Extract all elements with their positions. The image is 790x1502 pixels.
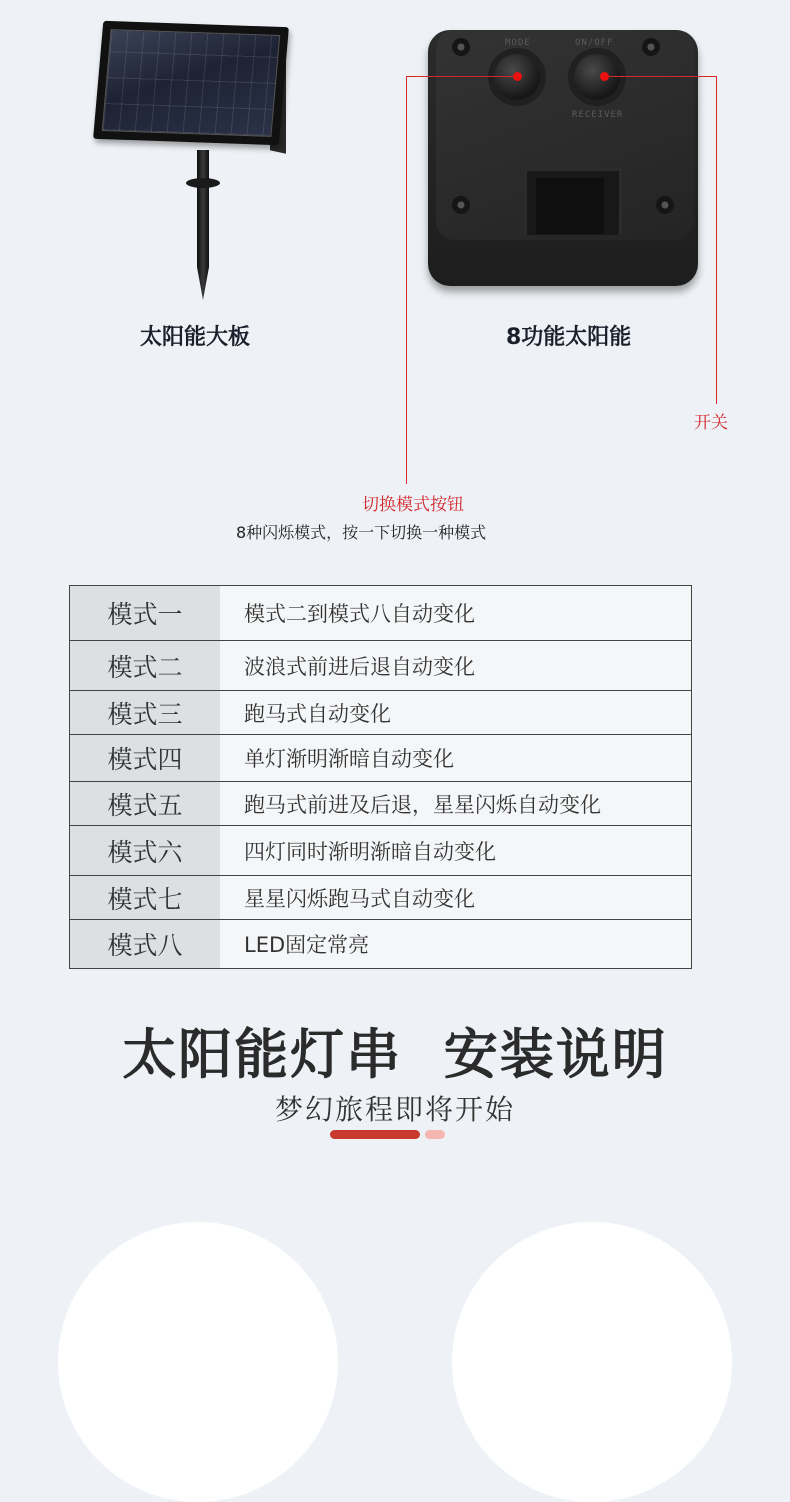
table-row [70,735,692,782]
cable-port-inner [536,178,604,234]
mode-table [69,585,692,969]
mode-callout-h [406,76,518,77]
accent-bar [330,1130,420,1139]
table-row [70,920,692,969]
mode-name: 模式七 [70,876,221,920]
power-button [574,54,620,100]
mode-marker-dot [513,72,522,81]
section-subtitle: 梦幻旅程即将开始 [274,1093,515,1126]
mode-name: 模式五 [70,782,221,826]
power-button-print: ON/OFF [575,38,614,48]
stake-collar [186,178,220,188]
switch-marker-dot [600,72,609,81]
switch-label: 开关 [694,413,728,433]
mode-button-label: 切换模式按钮 [362,495,464,515]
receiver-print: RECEIVER [572,110,624,120]
table-row [70,826,692,876]
section-title: 太阳能灯串 安装说明 [122,1023,668,1086]
screw-icon [656,196,674,214]
switch-callout-v [716,76,717,404]
table-row [70,876,692,920]
mode-desc: 四灯同时渐明渐暗自动变化 [220,826,692,876]
solar-panel-image [93,21,289,145]
mode-name: 模式三 [70,691,221,735]
mode-button-description: 8种闪烁模式，按一下切换一种模式 [236,523,487,542]
mode-name: 模式八 [70,920,221,969]
mode-name: 模式二 [70,641,221,691]
screw-icon [642,38,660,56]
table-row [70,691,692,735]
solar-panel-caption: 太阳能大板 [140,325,251,350]
mode-desc: 模式二到模式八自动变化 [220,586,692,641]
mode-name: 模式六 [70,826,221,876]
image-circle-left [58,1222,338,1502]
accent-bar-small [425,1130,445,1139]
mode-desc: 星星闪烁跑马式自动变化 [220,876,692,920]
mode-callout-v [406,76,407,484]
mode-button-print: MODE [505,38,531,48]
ground-stake [197,150,209,300]
screw-icon [452,196,470,214]
mode-name: 模式一 [70,586,221,641]
mode-desc: 波浪式前进后退自动变化 [220,641,692,691]
image-circle-right [452,1222,732,1502]
screw-icon [452,38,470,56]
mode-desc: 跑马式前进及后退，星星闪烁自动变化 [220,782,692,826]
mode-name: 模式四 [70,735,221,782]
controller-caption: 8功能太阳能 [506,325,632,350]
table-row [70,641,692,691]
solar-cells [102,29,280,137]
mode-desc: 单灯渐明渐暗自动变化 [220,735,692,782]
switch-callout-h [605,76,717,77]
mode-desc: LED固定常亮 [220,920,692,969]
table-row [70,586,692,641]
table-row [70,782,692,826]
mode-desc: 跑马式自动变化 [220,691,692,735]
